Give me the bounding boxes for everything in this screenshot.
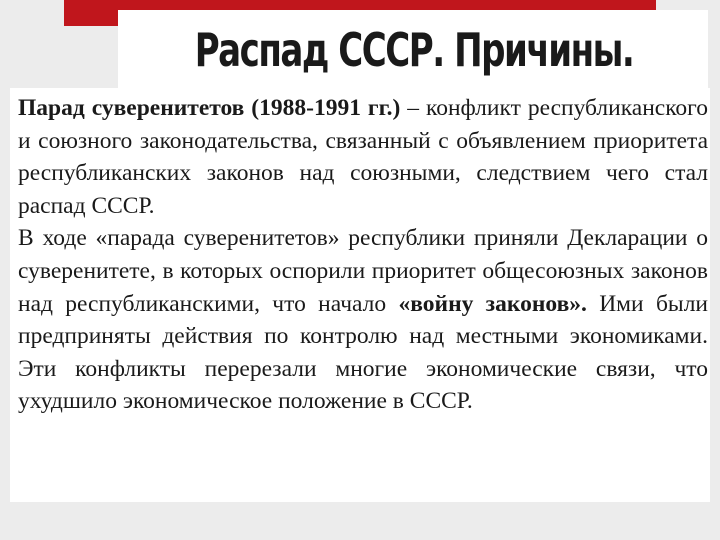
paragraph-2 xyxy=(18,222,708,418)
paragraph-1-text: – конфликт республиканского и союзного законодательства, связанный с объявлением приоритета республиканских законов над союзными, следствием чего стал распад СССР. xyxy=(18,95,708,219)
body-text xyxy=(18,92,708,418)
paragraph-1-lead: Парад суверенитетов (1988-1991 гг.) xyxy=(18,95,401,121)
paragraph-2-emphasis: «войну законов». xyxy=(398,290,587,317)
paragraph-2-text-end: Ими были предприняты действия по контролю над местными экономиками. Эти конфликты перерезали многие экономические связи, что ухудшило экономическое положение в СССР. xyxy=(18,290,709,415)
paragraph-1 xyxy=(18,92,708,222)
paragraph-2-text-start: В ходе «парада суверенитетов» республики приняли Декларации о суверенитете, в которых оспорили приоритет общесоюзных законов над республиканскими, что начало xyxy=(18,225,708,317)
slide-title: Распад СССР. Причины. xyxy=(194,23,634,77)
title-panel xyxy=(118,10,708,88)
content-panel xyxy=(10,88,710,502)
